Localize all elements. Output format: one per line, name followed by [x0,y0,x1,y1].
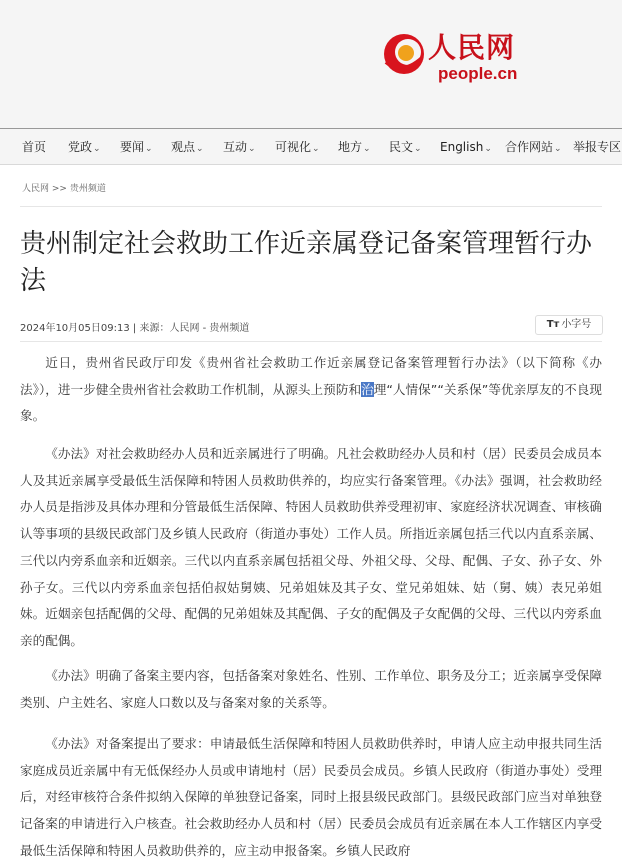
nav-label: 民文 [389,140,414,154]
nav-label: 互动 [223,140,248,154]
paragraph-text: 理“人情保”“关系保”等优亲厚友的不良现象。 [20,381,602,424]
nav-report[interactable] [573,139,621,155]
chevron-down-icon: ⌄ [554,144,562,154]
nav-english[interactable] [440,139,492,157]
paragraph-text: 近日，贵州省民政厅印发《贵州省社会救助工作近亲属登记备案管理暂行办法》（以下简称《办法》），进一步健全贵州省社会救助工作机制，从源头上预防和 [20,355,602,397]
nav-label: 首页 [22,140,47,154]
divider [20,341,602,342]
article-paragraph: 《办法》对备案提出了要求：申请最低生活保障和特困人员救助供养时，申请人应主动申报共同生活家庭成员近亲属中有无低保经办人员或申请地村（居）民委员会成员。乡镇人民政府（街道办事处）受理后，对经审核符合条件拟纳入保障的单独登记备案，同时上报县级民政部门。县级民政部门应当对单独登记备案的申请进行入户核查。社会救助经办人员和村（居）民委员会成员有近亲属在本人工作辖区内享受最低生活保障和特困人员救助供养的，应主动申报备案。乡镇人民政府 [20,736,602,858]
font-size-toggle[interactable] [535,315,603,335]
article-meta: 2024年10月05日09:13 | 来源：人民网 - 贵州频道 [20,323,250,334]
logo-swirl-icon [382,32,426,76]
nav-label: English [440,140,484,154]
main-nav [0,128,622,165]
nav-label: 要闻 [120,140,145,154]
nav-label: 合作网站 [505,140,554,154]
nav-label: 举报专区 [573,140,622,154]
nav-label: 观点 [171,140,196,154]
nav-interact[interactable] [223,139,256,157]
chevron-down-icon: ⌄ [312,144,320,154]
nav-party-gov[interactable] [68,139,101,157]
article-paragraph [20,350,602,430]
breadcrumb-channel-link[interactable]: 贵州频道 [69,184,106,194]
chevron-down-icon: ⌄ [248,144,256,154]
nav-opinion[interactable] [171,139,204,157]
font-size-icon: Tт [546,319,560,330]
nav-visual[interactable] [275,139,320,157]
nav-label: 可视化 [275,140,312,154]
font-size-label: 小字号 [561,319,592,330]
chevron-down-icon: ⌄ [145,144,153,154]
nav-local[interactable] [338,139,371,157]
article-paragraph: 《办法》对社会救助经办人员和近亲属进行了明确。凡社会救助经办人员和村（居）民委员会成员本人及其近亲属享受最低生活保障和特困人员救助供养的，均应实行备案管理。《办法》强调，社会救助经办人员是指涉及具体办理和分管最低生活保障、特困人员救助供养受理初审、家庭经济状况调查、审核确认等事项的县级民政部门及乡镇人民政府（街道办事处）工作人员。所指近亲属包括三代以内直系亲属、三代以内旁系血亲和近姻亲。三代以内直系亲属包括祖父母、外祖父母、父母、配偶、子女、孙子女、外孙子女。三代以内旁系血亲包括伯叔姑舅姨、兄弟姐妹及其子女、堂兄弟姐妹、姑（舅、姨）表兄弟姐妹。近姻亲包括配偶的父母、配偶的兄弟姐妹及其配偶、子女的配偶及子女配偶的父母、三代以内旁系血亲的配偶。 [20,446,602,648]
nav-home[interactable] [22,139,46,155]
chevron-down-icon: ⌄ [196,144,204,154]
site-header [0,0,622,128]
article-title: 贵州制定社会救助工作近亲属登记备案管理暂行办法 [20,229,593,296]
breadcrumb-site-link[interactable]: 人民网 [22,184,50,194]
selected-text[interactable]: 治 [361,381,374,397]
chevron-down-icon: ⌄ [484,144,492,154]
nav-label: 党政 [68,140,93,154]
chevron-down-icon: ⌄ [414,144,422,154]
nav-news[interactable] [120,139,153,157]
breadcrumb-separator: >> [51,184,67,194]
article-paragraph: 《办法》明确了备案主要内容，包括备案对象姓名、性别、工作单位、职务及分工；近亲属享受保障类别、户主姓名、家庭人口数以及与备案对象的关系等。 [20,668,602,710]
chevron-down-icon: ⌄ [363,144,371,154]
breadcrumb [22,181,106,194]
divider [20,206,602,207]
nav-ethnic[interactable] [389,139,422,157]
logo-chinese-text: 人民网 [428,31,516,64]
nav-partners[interactable] [505,139,562,157]
people-cn-logo[interactable] [382,26,532,96]
logo-english-text: people.cn [438,64,518,83]
chevron-down-icon: ⌄ [93,144,101,154]
nav-label: 地方 [338,140,363,154]
